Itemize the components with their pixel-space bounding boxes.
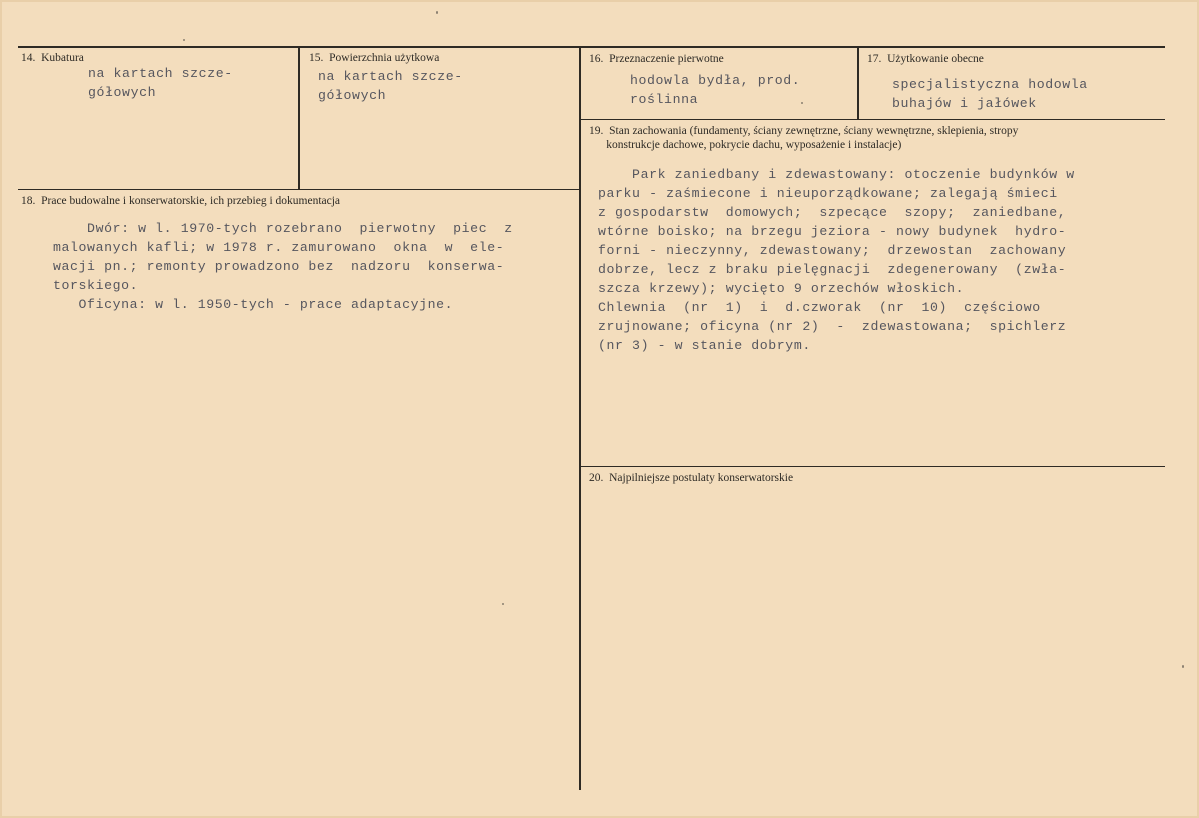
field-19-line-5: forni - nieczynny, zdewastowany; drzewostan zachowany: [598, 243, 1067, 258]
field-16-line-1: hodowla bydła, prod.: [630, 73, 801, 88]
field-15-line-1: na kartach szcze-: [318, 69, 463, 84]
field-14-label: 14. Kubatura: [21, 52, 84, 64]
divider-14-15: [298, 48, 300, 189]
paper-speck: [502, 603, 504, 605]
field-19-line-7: szcza krzewy); wycięto 9 orzechów włoskich.: [598, 281, 965, 296]
field-18-line-1: Dwór: w l. 1970-tych rozebrano pierwotny piec z: [53, 221, 513, 236]
field-18-line-4: torskiego.: [53, 278, 139, 293]
paper-speck: [183, 39, 185, 41]
field-17-label: 17. Użytkowanie obecne: [867, 53, 984, 65]
field-15-label: 15. Powierzchnia użytkowa: [309, 52, 440, 64]
field-19-line-3: z gospodarstw domowych; szpecące szopy; zaniedbane,: [598, 205, 1067, 220]
field-15-line-2: gółowych: [318, 88, 387, 103]
field-18-line-3: wacji pn.; remonty prowadzono bez nadzoru konserwa-: [53, 259, 505, 274]
field-14-line-1: na kartach szcze-: [88, 66, 233, 81]
paper-speck: [801, 102, 803, 104]
rule-above-20: [581, 466, 1165, 467]
field-14-line-2: gółowych: [88, 85, 157, 100]
field-20-label: 20. Najpilniejsze postulaty konserwatorskie: [589, 472, 794, 484]
field-19-line-10: (nr 3) - w stanie dobrym.: [598, 338, 811, 353]
field-18-label: 18. Prace budowalne i konserwatorskie, ich przebieg i dokumentacja: [21, 195, 341, 207]
field-19-label-line-2: konstrukcje dachowe, pokrycie dachu, wyposażenie i instalacje): [589, 139, 902, 151]
field-18-line-2: malowanych kafli; w 1978 r. zamurowano okna w ele-: [53, 240, 505, 255]
top-rule: [18, 46, 1165, 48]
field-16-line-2: roślinna: [630, 92, 699, 107]
field-19-line-8: Chlewnia (nr 1) i d.czworak (nr 10) częściowo: [598, 300, 1041, 315]
rule-above-18: [18, 189, 579, 190]
field-19-line-1: Park zaniedbany i zdewastowany: otoczenie budynków w: [598, 167, 1075, 182]
field-19-line-9: zrujnowane; oficyna (nr 2) - zdewastowana; spichlerz: [598, 319, 1067, 334]
field-17-line-1: specjalistyczna hodowla: [892, 77, 1088, 92]
paper-speck: [436, 11, 438, 14]
field-19-line-2: parku - zaśmiecone i nieuporządkowane; zalegają śmieci: [598, 186, 1058, 201]
field-18-line-5: Oficyna: w l. 1950-tych - prace adaptacyjne.: [53, 297, 454, 312]
field-16-label: 16. Przeznaczenie pierwotne: [589, 53, 724, 65]
field-17-line-2: buhajów i jałówek: [892, 96, 1037, 111]
rule-above-19: [581, 119, 1165, 120]
center-divider: [579, 48, 581, 790]
divider-16-17: [857, 48, 859, 119]
field-19-line-6: dobrze, lecz z braku pielęgnacji zdegenerowany (zwła-: [598, 262, 1067, 277]
field-19-label-line-1: 19. Stan zachowania (fundamenty, ściany zewnętrzne, ściany wewnętrzne, sklepienia, stropy: [589, 125, 1019, 137]
paper-speck: [1182, 665, 1184, 668]
field-19-line-4: wtórne boisko; na brzegu jeziora - nowy budynek hydro-: [598, 224, 1067, 239]
